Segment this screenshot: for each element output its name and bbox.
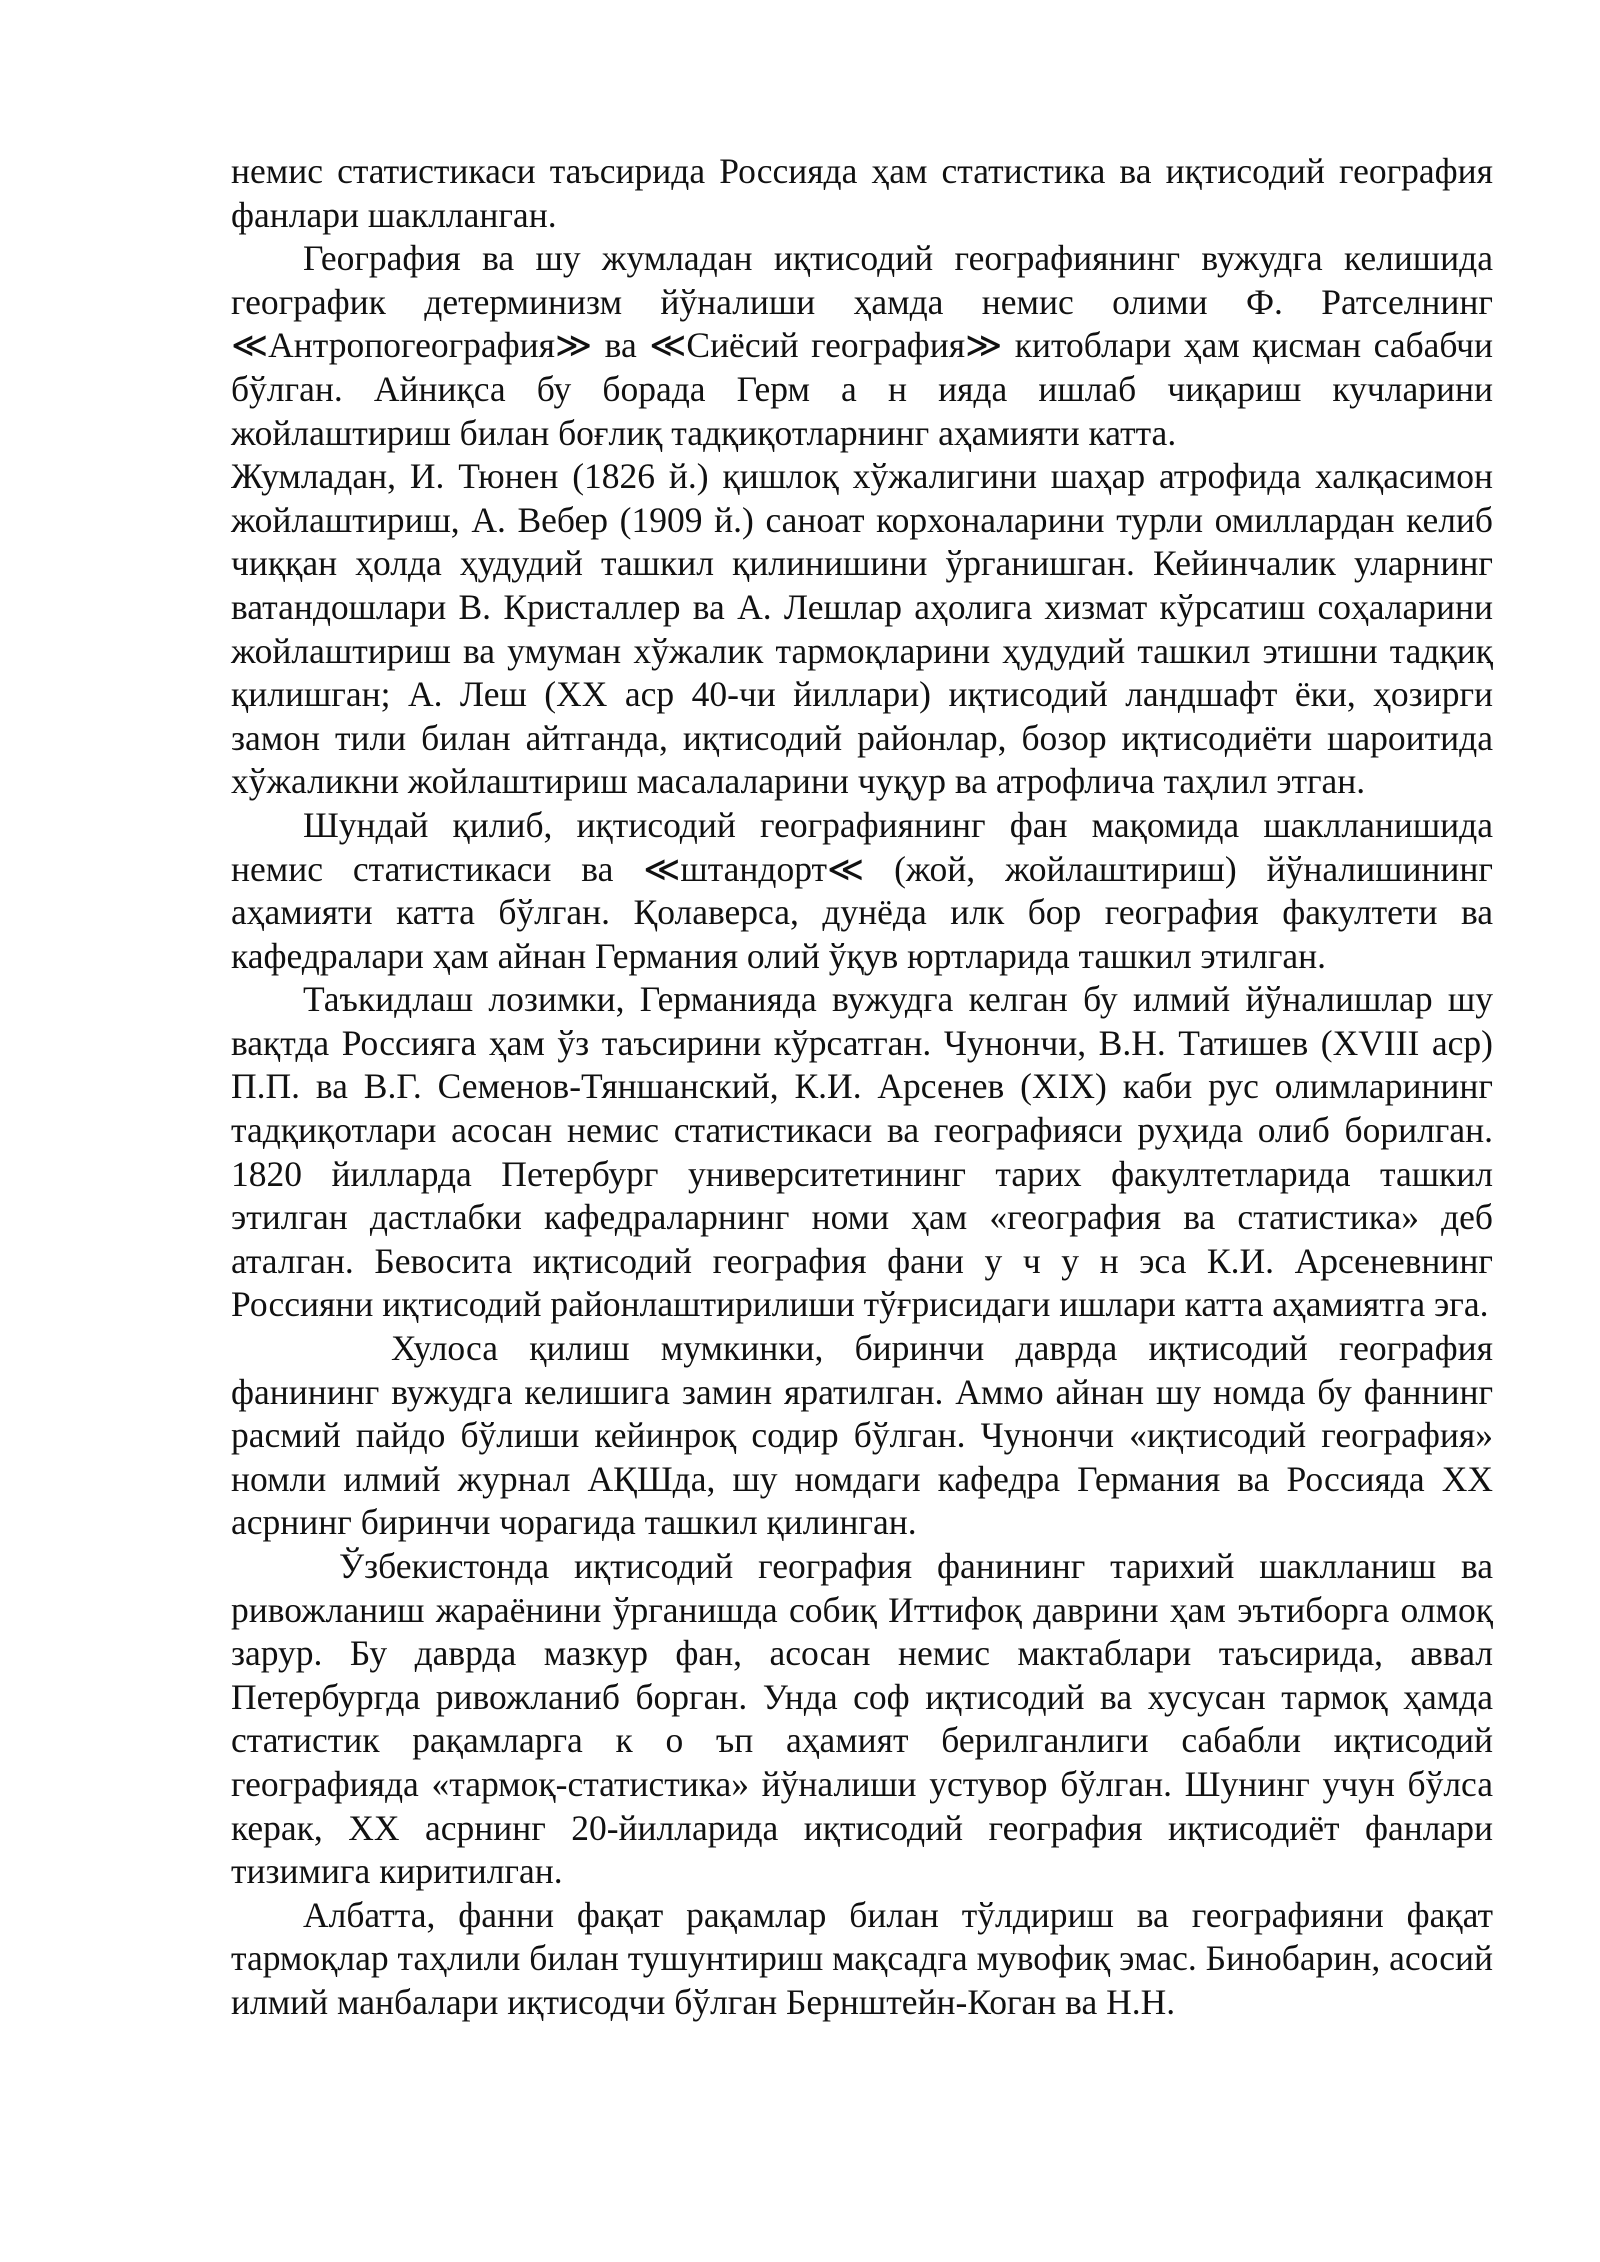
paragraph-5: Таъкидлаш лозимки, Германияда вужудга келган бу илмий йўналишлар шу вақтда Россияга ҳам ўз таъсирини кўрсатган. Чунончи, В.Н. Татишев (XVIII аср) П.П. ва В.Г. Семенов-Тяншанский, К.И. Арсенев (XIX) каби рус олимларининг тадқиқотлари асосан немис статистикаси ва географияси руҳида олиб борилган. 1820 йилларда Петербург университетининг тарих факултетларида ташкил этилган дастлабки кафедраларнинг номи ҳам «география ва статистика» деб аталган. Бевосита иқтисодий география фани у ч у н эса К.И. Арсеневнинг Россияни иқтисодий районлаштирилиши тўғрисидаги ишлари катта аҳамиятга эга. — [231, 979, 1493, 1325]
paragraph-1: немис статистикаси таъсирида Россияда ҳам статистика ва иқтисодий география фанлари шаклланган. — [231, 151, 1493, 235]
paragraph-3: Жумладан, И. Тюнен (1826 й.) қишлоқ хўжалигини шаҳар атрофида халқасимон жойлаштириш, А. Вебер (1909 й.) саноат корхоналарини турли омиллардан келиб чиққан ҳолда ҳудудий ташкил қилинишини ўрганишган. Кейинчалик уларнинг ватандошлари В. Кристаллер ва А. Лешлар аҳолига хизмат кўрсатиш соҳаларини жойлаштириш ва умуман хўжалик тармоқларини ҳудудий ташкил этишни тадқиқ қилишган; А. Леш (ХХ аср 40-чи йиллари) иқтисодий ландшафт ёки, ҳозирги замон тили билан айтганда, иқтисодий районлар, бозор иқтисодиёти шароитида хўжаликни жойлаштириш масалаларини чуқур ва атрофлича таҳлил этган. — [231, 456, 1493, 802]
paragraph-8: Албатта, фанни фақат рақамлар билан тўлдириш ва географияни фақат тармоқлар таҳлили билан тушунтириш мақсадга мувофиқ эмас. Бинобарин, асосий илмий манбалари иқтисодчи бўлган Бернштейн-Коган ва Н.Н. — [231, 1894, 1493, 2022]
paragraph-6: Хулоса қилиш мумкинки, биринчи даврда иқтисодий география фанининг вужудга келишига замин яратилган. Аммо айнан шу номда бу фаннинг расмий пайдо бўлиши кейинроқ содир бўлган. Чунончи «иқтисодий география» номли илмий журнал АҚШда, шу номдаги кафедра Германия ва Россияда XX асрнинг биринчи чорагида ташкил қилинган. — [231, 1328, 1493, 1543]
paragraph-7: Ўзбекистонда иқтисодий география фанининг тарихий шаклланиш ва ривожланиш жараёнини ўрганишда собиқ Иттифоқ даврини ҳам эътиборга олмоқ зарур. Бу даврда мазкур фан, асосан немис мактаблари таъсирида, аввал Петербургда ривожланиб борган. Унда соф иқтисодий ва хусусан тармоқ ҳамда статистик рақамларга к о ъп аҳамият берилганлиги сабабли иқтисодий географияда «тармоқ-статистика» йўналиши устувор бўлган. Шунинг учун бўлса керак, XX асрнинг 20-йилларида иқтисодий география иқтисодиёт фанлари тизимига киритилган. — [231, 1546, 1493, 1892]
paragraph-4: Шундай қилиб, иқтисодий географиянинг фан мақомида шаклланишида немис статистикаси ва ≪штандорт≪ (жой, жойлаштириш) йўналишининг аҳамияти катта бўлган. Қолаверса, дунёда илк бор география факултети ва кафедралари ҳам айнан Германия олий ўқув юртларида ташкил этилган. — [231, 804, 1493, 976]
document-page — [231, 150, 1493, 2025]
paragraph-2: География ва шу жумладан иқтисодий географиянинг вужудга келишида географик детерминизм йўналиши ҳамда немис олими Ф. Ратселнинг ≪Антропогеография≫ ва ≪Сиёсий география≫ китоблари ҳам қисман сабабчи бўлган. Айниқса бу борада Герм а н ияда ишлаб чиқариш кучларини жойлаштириш билан боғлиқ тадқиқотларнинг аҳамияти катта. — [231, 238, 1493, 453]
